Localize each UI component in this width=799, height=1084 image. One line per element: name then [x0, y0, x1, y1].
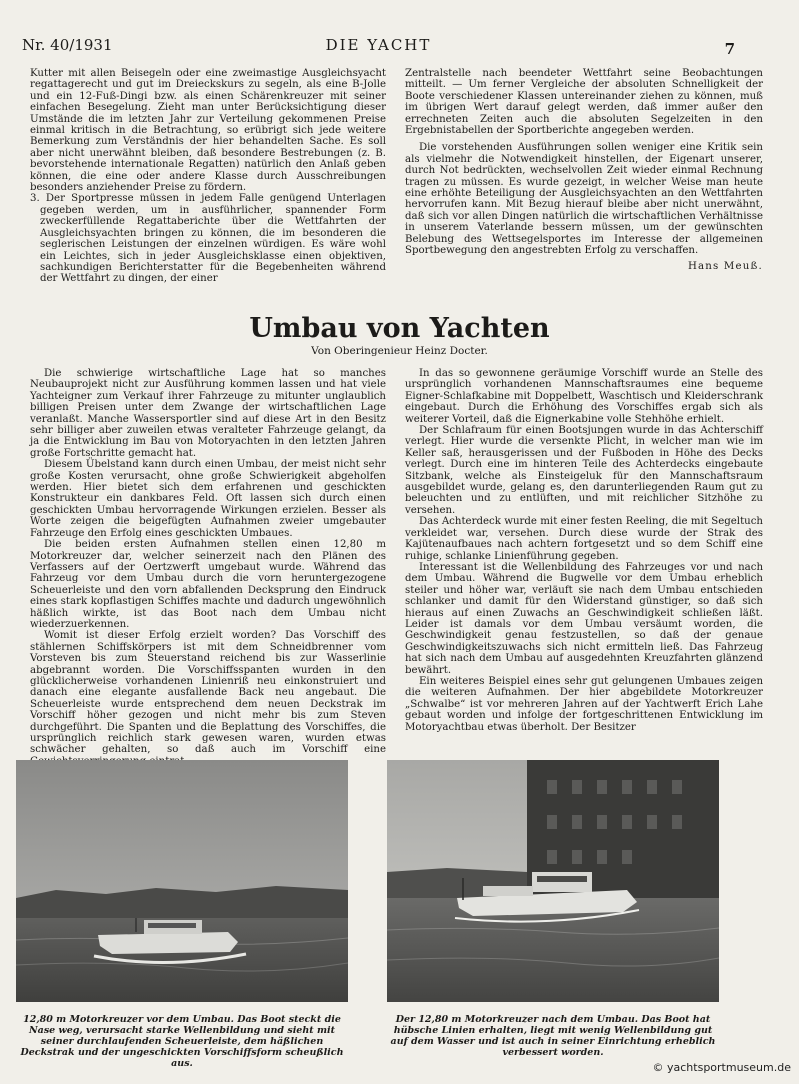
- top-left-column: [30, 68, 386, 285]
- paragraph: Interessant ist die Wellenbildung des Fahrzeuges vor und nach dem Umbau. Während die Bugwelle vor dem Umbau erheblich steiler und höher war, verläuft sie nach dem Umbau entschieden schlanker und damit für den Widerstand günstiger, so daß sich hieraus auf einen Zuwachs an Geschwindigkeit schließen läßt. Leider ist damals vor dem Umbau versäumt worden, die Geschwindigkeit genau festzustellen, so daß der genaue Geschwindigkeitszuwachs sich nicht ermitteln ließ. Das Fahrzeug hat sich nach dem Umbau auf ausgedehnten Kreuzfahrten glänzend bewährt.: [405, 561, 763, 676]
- article-byline: Von Oberingenieur Heinz Docter.: [311, 345, 488, 357]
- paragraph: Kutter mit allen Beisegeln oder eine zweimastige Ausgleichsyacht regattagerecht und gut im Dreieckskurs zu segeln, als eine B-Jolle und ein 12-Fuß-Dingi bzw. als einen Schärenkreuzer mit seiner einfachen Besegelung. Zieht man unter Berücksichtigung dieser Umstände die im letzten Jahr zur Verteilung gekommenen Preise einmal kritisch in die Betrachtung, so erübrigt sich jede weitere Bemerkung zum Verständnis der hier behandelten Sache. Es soll aber nicht unerwähnt bleiben, daß besondere Bestrebungen (z. B. bevorstehende internationale Regatten) natürlich den Anlaß geben können, die eine oder andere Klasse durch Ausschreibungen besonders anziehender Preise zu fördern.: [30, 68, 386, 194]
- caption-after: Der 12,80 m Motorkreuzer nach dem Umbau. Das Boot hat hübsche Linien erhalten, liegt mit wenig Wellenbildung gut auf dem Wasser und ist auch in seiner Einrichtung erheblich verbessert worden.: [390, 1014, 716, 1058]
- photo-before-conversion: [16, 760, 348, 1002]
- caption-before: 12,80 m Motorkreuzer vor dem Umbau. Das Boot steckt die Nase weg, verursacht starke Wellenbildung und sieht mit seiner durchlaufenden Scheuerleiste, dem häßlichen Deckstrak und der ungeschickten Vorschiffsform scheußlich aus.: [20, 1014, 344, 1069]
- article-left-column: [30, 368, 386, 767]
- paragraph: Womit ist dieser Erfolg erzielt worden? Das Vorschiff des stählernen Schiffskörpers ist mit dem Schneidbrenner vom Vorsteven bis zum Steuerstand reichend bis zur Wasserlinie abgebrannt worden. Die Vorschiffsspanten wurden in den glücklicherweise vorhandenen Linienriß neu einkonstruiert und danach eine elegante ausfallende Back neu angebaut. Die Scheuerleiste wurde entsprechend dem neuen Deckstrak im Vorschiff höher gezogen und nicht mehr bis zum Steven durchgeführt. Die Spanten und die Beplattung des Vorschiffes, die ursprünglich reichlich stark gewesen waren, wurden etwas schwächer gehalten, so daß auch im Vorschiff eine: [30, 630, 386, 756]
- photo-after-conversion: [387, 760, 719, 1002]
- paragraph: Die vorstehenden Ausführungen sollen weniger eine Kritik sein als vielmehr die Notwendigkeit hinstellen, der Eigenart unserer, durch Not bedrückten, wechselvollen Zeit wieder einmal Rechnung tragen zu müssen. Es wurde gezeigt, in welcher Weise man heute eine erhöhte Beteiligung der Ausgleichsyachten an den Wettfahrten hervorrufen kann. Mit Bezug hierauf bleibe aber nicht unerwähnt, daß sich vor allen Dingen natürlich die wirtschaftlichen Verhältnisse in unserem Vaterlande bessern müssen, um der gewünschten Belebung des Wettsegelsportes im Interesse der allgemeinen Sportbewegung den angestrebten Erfolg zu verschaffen.: [405, 142, 763, 257]
- paragraph: Die beiden ersten Aufnahmen stellen einen 12,80 m Motorkreuzer dar, welcher seinerzeit nach den Plänen des Verfassers auf der Oertzwerft umgebaut wurde. Während das Fahrzeug vor dem Umbau durch die vorn heruntergezogene Scheuerleiste und den vorn abfallenden Decksprung den Eindruck eines stark kopflastigen Schiffes machte und dadurch ungewöhnlich häßlich wirkte, ist das Boot nach dem Umbau nicht wiederzuerkennen.: [30, 539, 386, 630]
- paragraph: Der Schlafraum für einen Bootsjungen wurde in das Achterschiff verlegt. Hier wurde die versenkte Plicht, in welcher man wie im Keller saß, herausgerissen und der Fußboden in Höhe des Decks verlegt. Durch eine im hinteren Teile des Achterdecks eingebaute Sitzbank, welche als Einsteigeluk für den Mannschaftsraum ausgebildet wurde, gelang es, den darunterliegenden Raum gut zu beleuchten und zu entlüften, und mit reichlicher Sitzhöhe zu versehen.: [405, 425, 763, 516]
- paragraph: Zentralstelle nach beendeter Wettfahrt seine Beobachtungen mitteilt. — Um ferner Vergleiche der absoluten Schnelligkeit der Boote verschiedener Klassen untereinander ziehen zu können, muß im übrigen Wert darauf gelegt werden, daß immer außer den errechneten Zeiten auch die absoluten Segelzeiten in den Ergebnistabellen der Sportberichte angegeben werden.: [405, 68, 763, 137]
- watermark: © yachtsportmuseum.de: [652, 1061, 791, 1074]
- paragraph: In das so gewonnene geräumige Vorschiff wurde an Stelle des ursprünglich vorhandenen Mannschaftsraumes eine bequeme Eigner-Schlafkabine mit Doppelbett, Waschtisch und Kleiderschrank eingebaut. Durch die Erhöhung des Vorschiffes ergab sich als weiterer Vorteil, daß die Eignerkabine volle Stehhöhe erhielt.: [405, 368, 763, 425]
- article-right-column: [405, 368, 763, 733]
- paragraph: Diesem Übelstand kann durch einen Umbau, der meist nicht sehr große Kosten verursacht, ohne große Schwierigkeit abgeholfen werden. Hier bietet sich dem erfahrenen und geschickten Konstrukteur ein dankbares Feld. Oft lassen sich durch einen geschickten Umbau hervorragende Wirkungen erzielen. Besser als Worte zeigen die beigefügten Aufnahmen zweier umgebauter Fahrzeuge den Erfolg eines geschickten Umbaues.: [30, 459, 386, 539]
- article-title: Umbau von Yachten: [249, 313, 550, 344]
- paragraph: Das Achterdeck wurde mit einer festen Reeling, die mit Segeltuch verkleidet war, versehen. Durch diese wurde der Strak des Kajütenaufbaues nach achtern fortgesetzt und so dem Schiff eine ruhige, schlanke Linienführung gegeben.: [405, 516, 763, 562]
- author-signature: Hans Meuß.: [687, 260, 763, 272]
- top-right-column: [405, 68, 763, 272]
- paragraph: Ein weiteres Beispiel eines sehr gut gelungenen Umbaues zeigen die weiteren Aufnahmen. Der hier abgebildete Motorkreuzer „Schwalbe“ ist vor mehreren Jahren auf der Yachtwerft Erich Lahe gebaut worden und infolge der fortgeschrittenen Entwicklung im Motoryachtbau etwas überholt. Der Besitzer: [405, 675, 763, 733]
- paragraph: 3. Der Sportpresse müssen in jedem Falle genügend Unterlagen gegeben werden, um in ausführlicher, spannender Form zweckerfüllende Regattaberichte über die Wettfahrten der Ausgleichsyachten bringen zu können, die im besonderen die seglerischen Leistungen der einzelnen würdigen. Es wäre wohl ein Leichtes, sich in jeder Ausgleichsklasse einen objektiven, sachkundigen Berichterstatter für die Begebenheiten während der Wettfahrt zu dingen, der einer: [30, 193, 386, 285]
- issue-number: Nr. 40/1931: [22, 36, 113, 54]
- paragraph: Die schwierige wirtschaftliche Lage hat so manches Neubauprojekt nicht zur Ausführung kommen lassen und hat viele Yachteigner zum Verkauf ihrer Fahrzeuge zu mitunter unglaublich billigen Preisen unter dem Zwange der wirtschaftlichen Lage veranlaßt. Manche Wassersportler sind auf diese Art in den Besitz sehr billiger aber zuweilen etwas veralteter Fahrzeuge gelangt, da ja die Entwicklung im Bau von Motoryachten in den letzten Jahren große Fortschritte gemacht hat.: [30, 368, 386, 459]
- page-number: 7: [724, 40, 735, 58]
- magazine-title: DIE YACHT: [325, 36, 432, 54]
- page-header: [22, 36, 735, 58]
